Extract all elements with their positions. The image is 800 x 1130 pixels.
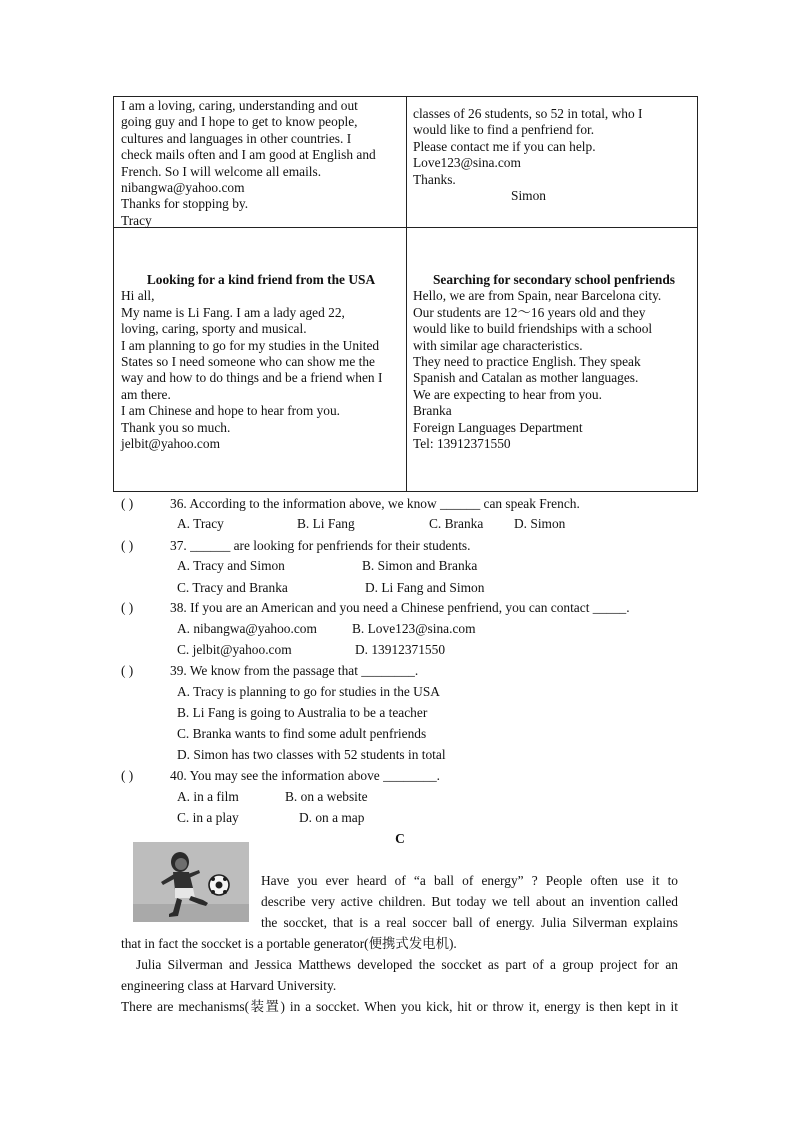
paragraph-line: There are mechanisms(装置) in a soccket. When you kick, hit or throw it, energy is then kept in it xyxy=(121,999,678,1014)
ad-signature: Tracy xyxy=(121,212,152,228)
option-a: A. Tracy xyxy=(177,516,224,531)
soccer-kid-illustration xyxy=(133,842,249,922)
question-36 xyxy=(121,496,580,512)
option-d: D. 13912371550 xyxy=(355,642,446,657)
ad-line: check mails often and I am good at English and xyxy=(121,147,376,163)
ad-title: Looking for a kind friend from the USA xyxy=(146,272,376,287)
option-a: A. nibangwa@yahoo.com xyxy=(177,621,317,636)
ad-line: loving, caring, sporty and musical. xyxy=(121,321,307,337)
paragraph-line: describe very active children. But today we tell about an invention called xyxy=(261,894,678,909)
ad-title: Searching for secondary school penfriends xyxy=(432,272,676,287)
ad-li-fang xyxy=(121,272,401,452)
ad-line: would like to find a penfriend for. xyxy=(413,122,595,138)
ad-line: I am planning to go for my studies in the United xyxy=(121,337,380,353)
option-c: C. Branka xyxy=(429,516,484,531)
ad-line: Spanish and Catalan as mother languages. xyxy=(413,370,639,386)
ad-line: classes of 26 students, so 52 in total, who I xyxy=(413,106,643,121)
ad-line: Thanks. xyxy=(413,171,456,187)
answer-blank[interactable]: ( ) xyxy=(121,768,134,783)
answer-blank[interactable]: ( ) xyxy=(121,538,134,553)
ad-email: Love123@sina.com xyxy=(413,155,521,171)
option-b: B. Li Fang is going to Australia to be a teacher xyxy=(177,705,428,720)
ad-signature: Branka xyxy=(413,403,452,419)
question-38 xyxy=(121,600,630,616)
answer-blank[interactable]: ( ) xyxy=(121,600,134,615)
ad-line: I am Chinese and hope to hear from you. xyxy=(121,403,341,419)
option-d: D. Li Fang and Simon xyxy=(365,580,485,595)
option-c: C. Tracy and Branka xyxy=(177,580,288,595)
section-heading: C xyxy=(395,831,405,846)
ad-line: would like to build friendships with a school xyxy=(413,321,653,337)
paragraph-line: that in fact the soccket is a portable generator(便携式发电机). xyxy=(121,936,457,951)
paragraph-line: Julia Silverman and Jessica Matthews developed the soccket as part of a group project for an xyxy=(136,957,678,972)
penfriend-ads-table xyxy=(113,96,698,492)
ad-line: way and how to do things and be a friend when I xyxy=(121,370,383,386)
ad-line: Hi all, xyxy=(121,288,155,304)
question-text: 38. If you are an American and you need a Chinese penfriend, you can contact _____. xyxy=(170,600,630,615)
answer-blank[interactable]: ( ) xyxy=(121,496,134,511)
answer-blank[interactable]: ( ) xyxy=(121,663,134,678)
ad-line: French. So I will welcome all emails. xyxy=(121,163,322,179)
question-40 xyxy=(121,768,440,784)
ad-simon xyxy=(413,106,695,204)
option-c: C. Branka wants to find some adult penfriends xyxy=(177,726,427,741)
paragraph-line: the soccket, that is a real soccer ball of energy. Julia Silverman explains xyxy=(261,915,678,930)
option-b: B. on a website xyxy=(285,789,368,804)
ad-email: jelbit@yahoo.com xyxy=(121,436,220,452)
option-a: A. in a film xyxy=(177,789,239,804)
option-a: A. Tracy and Simon xyxy=(177,558,285,573)
ad-line: with similar age characteristics. xyxy=(413,337,583,353)
ad-email: nibangwa@yahoo.com xyxy=(121,180,245,196)
question-text: 39. We know from the passage that ________. xyxy=(170,663,419,678)
option-c: C. jelbit@yahoo.com xyxy=(177,642,292,657)
paragraph-line: Have you ever heard of “a ball of energy” ? People often use it to xyxy=(261,873,678,888)
ad-line: cultures and languages in other countries. I xyxy=(121,130,352,146)
ad-line: Foreign Languages Department xyxy=(413,419,583,435)
ad-line: We are expecting to hear from you. xyxy=(413,386,602,402)
ad-line: States so I need someone who can show me the xyxy=(121,354,375,370)
question-text: 40. You may see the information above ________. xyxy=(170,768,441,783)
ad-signature: Simon xyxy=(511,188,546,204)
ad-line: I am a loving, caring, understanding and out xyxy=(121,98,358,113)
ad-line: My name is Li Fang. I am a lady aged 22, xyxy=(121,304,345,320)
option-d: D. Simon xyxy=(514,516,566,531)
soccer-kid-image xyxy=(133,842,249,922)
paragraph-line: engineering class at Harvard University. xyxy=(121,978,337,993)
ad-line: going guy and I hope to get to know people, xyxy=(121,114,358,130)
ad-branka xyxy=(413,272,695,452)
option-a: A. Tracy is planning to go for studies in the USA xyxy=(177,684,440,699)
question-37 xyxy=(121,538,470,554)
ad-tracy xyxy=(121,98,403,229)
option-b: B. Love123@sina.com xyxy=(352,621,476,636)
option-b: B. Li Fang xyxy=(297,516,355,531)
ad-line: Our students are 12～16 years old and they xyxy=(413,304,646,320)
ad-line: They need to practice English. They speak xyxy=(413,354,641,370)
ad-phone: Tel: 13912371550 xyxy=(413,436,511,452)
question-39 xyxy=(121,663,418,679)
option-d: D. Simon has two classes with 52 students in total xyxy=(177,747,446,762)
option-d: D. on a map xyxy=(299,810,365,825)
option-b: B. Simon and Branka xyxy=(362,558,478,573)
question-text: 37. ______ are looking for penfriends for their students. xyxy=(170,538,471,553)
option-c: C. in a play xyxy=(177,810,239,825)
table-column-divider xyxy=(406,97,407,491)
ad-line: Thanks for stopping by. xyxy=(121,196,249,212)
ad-line: am there. xyxy=(121,386,171,402)
ad-line: Thank you so much. xyxy=(121,419,231,435)
question-text: 36. According to the information above, we know ______ can speak French. xyxy=(170,496,580,511)
ad-line: Hello, we are from Spain, near Barcelona city. xyxy=(413,288,662,304)
ad-line: Please contact me if you can help. xyxy=(413,138,596,154)
